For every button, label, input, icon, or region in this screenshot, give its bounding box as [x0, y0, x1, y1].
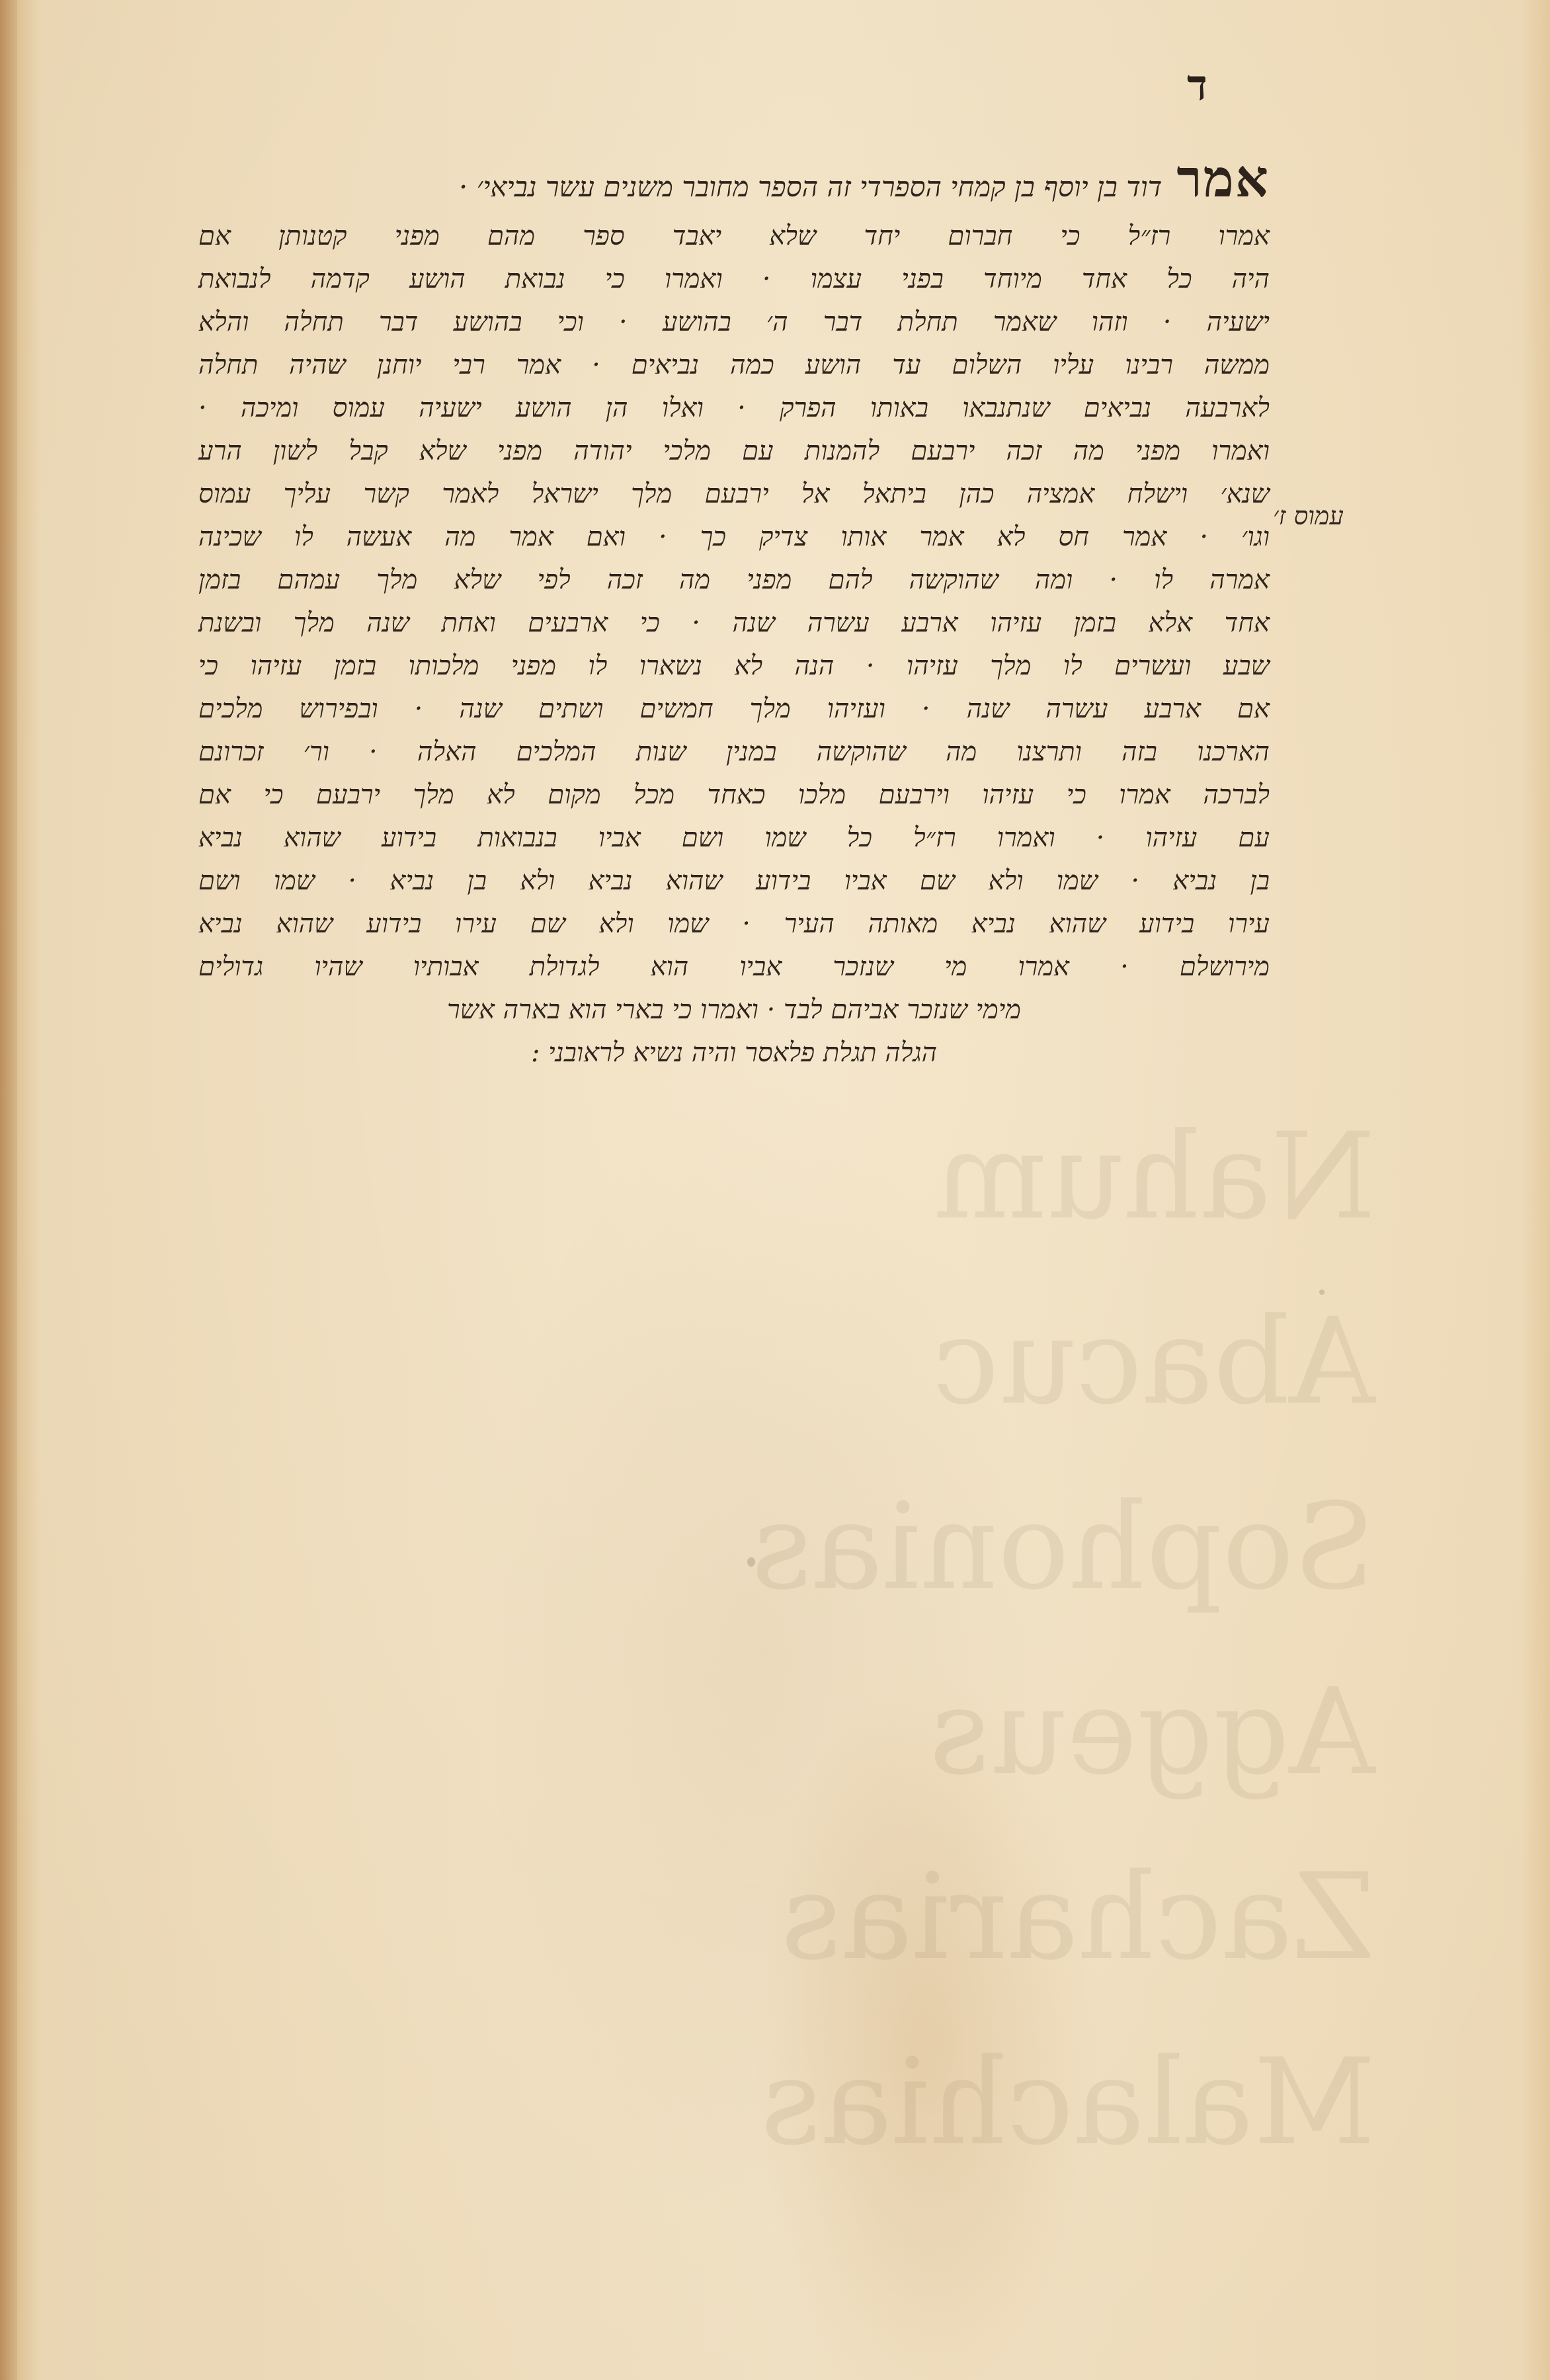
text-line: אם ארבע עשרה שנה · ועזיהו מלך חמשים ושתים שנה · ובפירוש מלכים: [198, 694, 1270, 724]
page-gutter-shadow: [0, 0, 17, 2380]
text-line: היה כל אחד מיוחד בפני עצמו · ואמרו כי נבואת הושע קדמה לנבואת: [198, 264, 1270, 294]
text-line: אמרו רז״ל כי חברום יחד שלא יאבד ספר מהם מפני קטנותן אם: [198, 221, 1270, 251]
bleed-through-text: Nahum Abacuc Sophonias Aggeus Zacharias Malachias: [751, 1108, 1375, 2172]
closing-line: הגלה תגלת פלאסר והיה נשיא לראובני :: [530, 1038, 938, 1068]
ink-spot: [747, 1557, 755, 1567]
closing-line: מימי שנזכר אביהם לבד · ואמרו כי בארי הוא בארה אשר: [446, 995, 1022, 1025]
folio-number: ד: [1187, 61, 1207, 110]
text-line: עירו בידוע שהוא נביא מאותה העיר · שמו ולא שם עירו בידוע שהוא נביא: [198, 909, 1270, 939]
text-line: הארכנו בזה ותרצנו מה שהוקשה במנין שנות המלכים האלה · ור׳ זכרונם: [198, 737, 1270, 767]
text-line: שבע ועשרים לו מלך עזיהו · הנה לא נשארו לו מפני מלכותו בזמן עזיהו כי: [198, 651, 1270, 681]
text-line: ישעיה · וזהו שאמר תחלת דבר ה׳ בהושע · וכי בהושע דבר תחלה והלא: [198, 307, 1270, 337]
text-line: שנא׳ וישלח אמציה כהן ביתאל אל ירבעם מלך ישראל לאמר קשר עליך עמוס: [198, 479, 1270, 509]
text-line: לארבעה נביאים שנתנבאו באותו הפרק · ואלו הן הושע ישעיה עמוס ומיכה ·: [198, 393, 1270, 423]
opening-line: [198, 149, 1270, 215]
text-line: ואמרו מפני מה זכה ירבעם להמנות עם מלכי יהודה מפני שלא קבל לשון הרע: [198, 436, 1270, 466]
text-line: ממשה רבינו עליו השלום עד הושע כמה נביאים · אמר רבי יוחנן שהיה תחלה: [198, 350, 1270, 380]
text-line: וגו׳ · אמר חס לא אמר אותו צדיק כך · ואם אמר מה אעשה לו שכינה: [198, 522, 1270, 552]
text-line: לברכה אמרו כי עזיהו וירבעם מלכו כאחד מכל מקום לא מלך ירבעם כי אם: [198, 780, 1270, 810]
opening-word: אמר: [1176, 149, 1270, 209]
ink-spot: [1319, 1290, 1325, 1295]
text-line: אחד אלא בזמן עזיהו ארבע עשרה שנה · כי ארבעים ואחת שנה מלך ובשנת: [198, 608, 1270, 638]
text-line: אמרה לו · ומה שהוקשה להם מפני מה זכה לפי שלא מלך עמהם בזמן: [198, 565, 1270, 595]
text-line: מירושלם · אמרו מי שנזכר אביו הוא לגדולת אבותיו שהיו גדולים: [198, 952, 1270, 982]
text-line: בן נביא · שמו ולא שם אביו בידוע שהוא נביא ולא בן נביא · שמו ושם: [198, 866, 1270, 896]
margin-note: עמוס ז׳: [1273, 501, 1344, 530]
opening-line-text: דוד בן יוסף בן קמחי הספרדי זה הספר מחובר משנים עשר נביאי׳ ·: [459, 171, 1162, 203]
main-text-block: [198, 149, 1270, 1075]
text-line: עם עזיהו · ואמרו רז״ל כל שמו ושם אביו בנבואות בידוע שהוא נביא: [198, 823, 1270, 853]
